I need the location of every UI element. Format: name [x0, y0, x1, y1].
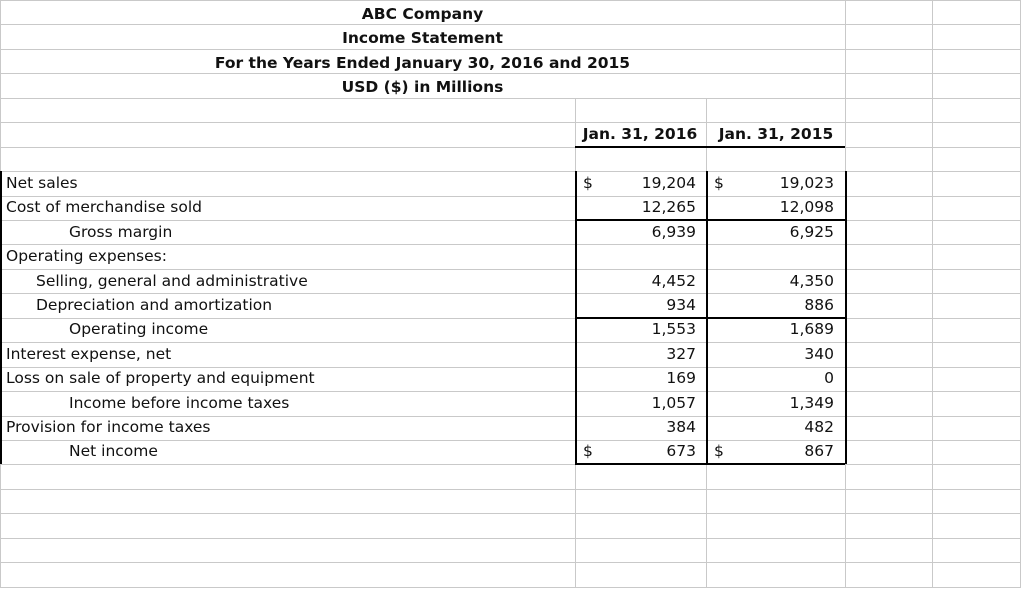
- column-header-2016: Jan. 31, 2016: [582, 125, 698, 143]
- value-2016: 1,057: [651, 394, 696, 412]
- currency-symbol: $: [714, 174, 724, 192]
- value-2016: 169: [666, 369, 696, 387]
- grid-row-line: [0, 562, 1020, 563]
- grid-row-line: [0, 122, 1020, 123]
- grid-column-line: [706, 171, 708, 464]
- row-label: Operating expenses:: [6, 247, 167, 265]
- grid-row-line: [0, 49, 1020, 50]
- grid-column-line: [845, 171, 847, 464]
- row-label: Cost of merchandise sold: [6, 198, 202, 216]
- grid-row-line: [0, 171, 1020, 172]
- statement-units: USD ($) in Millions: [341, 78, 504, 96]
- statement-period: For the Years Ended January 30, 2016 and 2015: [214, 54, 631, 72]
- grid-row-line: [0, 98, 1020, 99]
- value-2015: 340: [804, 345, 834, 363]
- row-label: Income before income taxes: [69, 394, 290, 412]
- value-2015: 1,689: [789, 320, 834, 338]
- grid-row-line: [0, 416, 1020, 417]
- row-label: Selling, general and administrative: [36, 272, 308, 290]
- grid-row-line: [0, 538, 1020, 539]
- value-2015: 1,349: [789, 394, 834, 412]
- grid-row-line: [575, 317, 845, 319]
- grid-row-line: [0, 587, 1020, 588]
- currency-symbol: $: [583, 174, 593, 192]
- grid-column-line: [1020, 0, 1021, 588]
- value-2016: 1,553: [651, 320, 696, 338]
- value-2016: [575, 244, 696, 268]
- grid-row-line: [0, 244, 1020, 245]
- grid-row-line: [0, 464, 1020, 465]
- value-2015: 867: [804, 442, 834, 460]
- currency-symbol: $: [714, 442, 724, 460]
- grid-column-line: [932, 0, 933, 588]
- value-2016: 6,939: [651, 223, 696, 241]
- company-name: ABC Company: [361, 5, 484, 23]
- statement-title: Income Statement: [342, 29, 503, 47]
- value-2015: 886: [804, 296, 834, 314]
- grid-row-line: [0, 24, 1020, 25]
- row-label: Operating income: [69, 320, 209, 338]
- grid-row-line: [0, 367, 1020, 368]
- row-label: Loss on sale of property and equipment: [6, 369, 315, 387]
- grid-row-line: [0, 220, 1020, 221]
- grid-row-line: [575, 219, 845, 221]
- row-label: Interest expense, net: [6, 345, 172, 363]
- grid-row-line: [0, 489, 1020, 490]
- grid-row-line: [0, 73, 1020, 74]
- grid-row-line: [0, 440, 1020, 441]
- currency-symbol: $: [583, 442, 593, 460]
- value-2016: 327: [666, 345, 696, 363]
- value-2015: 6,925: [789, 223, 834, 241]
- value-2015: 0: [824, 369, 834, 387]
- grid-row-line: [0, 147, 1020, 148]
- grid-row-line: [0, 342, 1020, 343]
- grid-row-line: [575, 146, 845, 148]
- grid-row-line: [0, 269, 1020, 270]
- value-2016: 934: [666, 296, 696, 314]
- row-label: Provision for income taxes: [6, 418, 211, 436]
- column-header-2015: Jan. 31, 2015: [718, 125, 834, 143]
- value-2016: 673: [666, 442, 696, 460]
- row-label: Depreciation and amortization: [36, 296, 273, 314]
- grid-row-line: [0, 196, 1020, 197]
- grid-row-line: [575, 463, 845, 465]
- grid-row-line: [0, 0, 1020, 1]
- row-label: Gross margin: [69, 223, 173, 241]
- grid-column-line: [575, 171, 577, 464]
- value-2015: 482: [804, 418, 834, 436]
- grid-row-line: [0, 293, 1020, 294]
- value-2015: 4,350: [789, 272, 834, 290]
- grid-column-line: [0, 171, 2, 464]
- row-label: Net income: [69, 442, 158, 460]
- value-2016: 12,265: [641, 198, 696, 216]
- value-2015: 12,098: [779, 198, 834, 216]
- value-2015: [706, 244, 834, 268]
- row-label: Net sales: [6, 174, 78, 192]
- value-2016: 4,452: [651, 272, 696, 290]
- grid-row-line: [0, 391, 1020, 392]
- value-2016: 19,204: [641, 174, 696, 192]
- grid-row-line: [0, 318, 1020, 319]
- grid-row-line: [0, 513, 1020, 514]
- value-2016: 384: [666, 418, 696, 436]
- value-2015: 19,023: [779, 174, 834, 192]
